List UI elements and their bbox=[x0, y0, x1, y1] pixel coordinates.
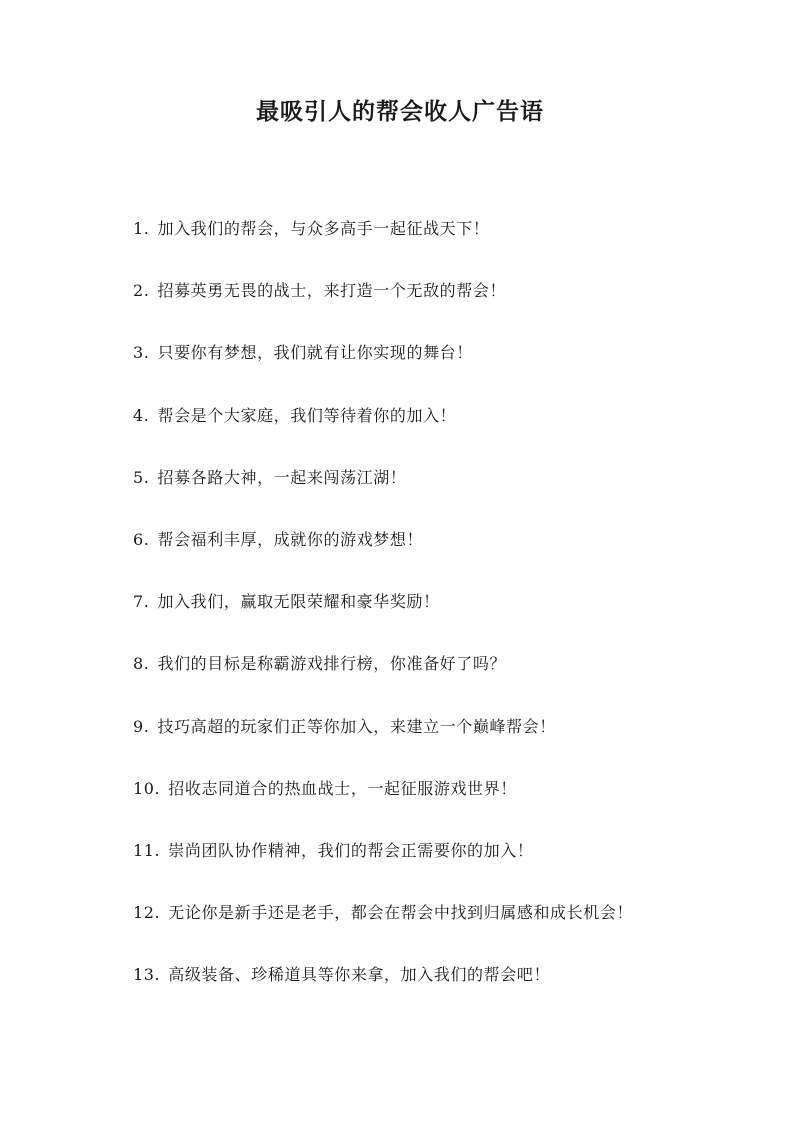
item-number: 7. bbox=[133, 592, 150, 612]
item-number: 2. bbox=[133, 281, 150, 301]
page-title: 最吸引人的帮会收人广告语 bbox=[256, 98, 544, 125]
item-text: 加入我们的帮会，与众多高手一起征战天下！ bbox=[157, 219, 490, 238]
item-number: 11. bbox=[133, 840, 161, 860]
item-number: 6. bbox=[133, 529, 150, 549]
list-item bbox=[133, 837, 753, 899]
item-number: 5. bbox=[133, 467, 150, 487]
list-item bbox=[133, 277, 753, 339]
item-number: 13. bbox=[133, 965, 161, 985]
list-item bbox=[133, 339, 753, 401]
item-text: 技巧高超的玩家们正等你加入，来建立一个巅峰帮会！ bbox=[157, 716, 556, 736]
list-item bbox=[133, 899, 753, 961]
item-number: 12. bbox=[133, 903, 161, 923]
list-item bbox=[133, 464, 753, 526]
list-item bbox=[133, 526, 753, 588]
item-text: 帮会是个大家庭，我们等待着你的加入！ bbox=[157, 405, 457, 425]
item-number: 8. bbox=[133, 654, 150, 674]
item-text: 我们的目标是称霸游戏排行榜，你准备好了吗？ bbox=[157, 654, 507, 674]
item-text: 无论你是新手还是老手，都会在帮会中找到归属感和成长机会！ bbox=[168, 903, 634, 923]
slogan-list bbox=[133, 215, 753, 1023]
item-text: 帮会福利丰厚，成就你的游戏梦想！ bbox=[157, 529, 424, 549]
list-item bbox=[133, 961, 753, 1023]
item-text: 招募英勇无畏的战士，来打造一个无敌的帮会！ bbox=[157, 281, 507, 301]
item-number: 9. bbox=[133, 716, 150, 736]
item-text: 崇尚团队协作精神，我们的帮会正需要你的加入！ bbox=[168, 840, 534, 860]
item-text: 招收志同道合的热血战士，一起征服游戏世界！ bbox=[168, 778, 517, 798]
item-text: 招募各路大神，一起来闯荡江湖！ bbox=[157, 467, 407, 487]
list-item bbox=[133, 775, 753, 837]
list-item bbox=[133, 713, 753, 775]
list-item bbox=[133, 215, 753, 277]
item-text: 只要你有梦想，我们就有让你实现的舞台！ bbox=[157, 343, 473, 363]
item-text: 高级装备、珍稀道具等你来拿，加入我们的帮会吧！ bbox=[168, 965, 551, 985]
item-text: 加入我们，赢取无限荣耀和豪华奖励！ bbox=[157, 592, 440, 612]
list-item bbox=[133, 588, 753, 650]
list-item bbox=[133, 402, 753, 464]
item-number: 3. bbox=[133, 343, 150, 363]
item-number: 4. bbox=[133, 405, 150, 425]
list-item bbox=[133, 650, 753, 712]
item-number: 10. bbox=[133, 778, 161, 798]
item-number: 1. bbox=[133, 219, 150, 238]
